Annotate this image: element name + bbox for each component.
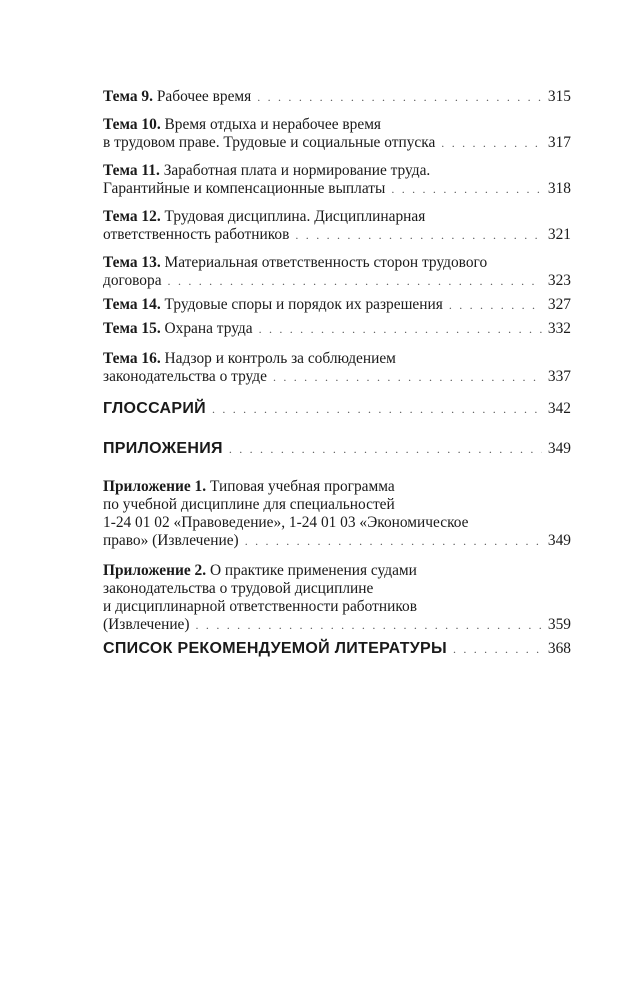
toc-entry bbox=[103, 640, 571, 658]
toc-entry bbox=[103, 400, 571, 418]
toc-entry bbox=[103, 478, 571, 550]
entry-title: право» (Извлечение) bbox=[103, 532, 239, 549]
toc-line bbox=[103, 180, 571, 198]
toc-entry bbox=[103, 440, 571, 458]
entry-label: Тема 11. bbox=[103, 162, 160, 179]
entry-title: Трудовые споры и порядок их разрешения bbox=[164, 296, 443, 313]
entry-title: договора bbox=[103, 272, 162, 289]
toc-line bbox=[103, 88, 571, 106]
toc-line bbox=[103, 562, 571, 580]
toc-line bbox=[103, 368, 571, 386]
entry-label: Тема 16. bbox=[103, 350, 161, 367]
toc-line bbox=[103, 514, 571, 532]
entry-label: Приложение 1. bbox=[103, 478, 207, 495]
entry-title: Гарантийные и компенсационные выплаты bbox=[103, 180, 386, 197]
entry-title: законодательства о трудовой дисциплине bbox=[103, 580, 374, 597]
toc-entry bbox=[103, 296, 571, 314]
toc-line bbox=[103, 134, 571, 152]
toc-entry bbox=[103, 116, 571, 152]
dot-leader bbox=[449, 296, 542, 314]
entry-label: Тема 14. bbox=[103, 296, 161, 313]
section-title: ПРИЛОЖЕНИЯ bbox=[103, 440, 223, 457]
toc-line bbox=[103, 320, 571, 338]
entry-title: в трудовом праве. Трудовые и социальные отпуска bbox=[103, 134, 436, 151]
toc-line bbox=[103, 598, 571, 616]
entry-label: Тема 12. bbox=[103, 208, 161, 225]
toc-line bbox=[103, 116, 571, 134]
entry-title: Типовая учебная программа bbox=[209, 478, 395, 495]
page-number: 342 bbox=[547, 400, 571, 417]
page-number: 349 bbox=[547, 440, 571, 457]
entry-title: Охрана труда bbox=[164, 320, 253, 337]
page-number: 349 bbox=[547, 532, 571, 549]
toc-line bbox=[103, 616, 571, 634]
toc-entry bbox=[103, 320, 571, 338]
page-number: 368 bbox=[547, 640, 571, 657]
dot-leader bbox=[229, 440, 542, 458]
entry-title: Заработная плата и нормирование труда. bbox=[163, 162, 431, 179]
toc-line bbox=[103, 296, 571, 314]
page-number: 321 bbox=[547, 226, 571, 243]
entry-label: Тема 15. bbox=[103, 320, 161, 337]
dot-leader bbox=[196, 616, 542, 634]
entry-label: Тема 13. bbox=[103, 254, 161, 271]
toc-entry bbox=[103, 562, 571, 634]
dot-leader bbox=[391, 180, 542, 198]
toc-line bbox=[103, 226, 571, 244]
toc-line bbox=[103, 400, 571, 418]
toc-line bbox=[103, 254, 571, 272]
toc-line bbox=[103, 532, 571, 550]
toc-line bbox=[103, 350, 571, 368]
toc-entry bbox=[103, 350, 571, 386]
dot-leader bbox=[453, 640, 542, 658]
dot-leader bbox=[245, 532, 542, 550]
entry-title: законодательства о труде bbox=[103, 368, 267, 385]
entry-label: Тема 10. bbox=[103, 116, 161, 133]
toc-line bbox=[103, 580, 571, 598]
entry-title: Время отдыха и нерабочее время bbox=[164, 116, 382, 133]
entry-title: Рабочее время bbox=[156, 88, 252, 105]
dot-leader bbox=[259, 320, 542, 338]
dot-leader bbox=[212, 400, 542, 418]
entry-title: (Извлечение) bbox=[103, 616, 190, 633]
page-number: 327 bbox=[547, 296, 571, 313]
entry-title: и дисциплинарной ответственности работников bbox=[103, 598, 417, 615]
entry-title: 1-24 01 02 «Правоведение», 1-24 01 03 «Экономическое bbox=[103, 514, 469, 531]
toc-line bbox=[103, 496, 571, 514]
dot-leader bbox=[257, 88, 542, 106]
page-number: 317 bbox=[547, 134, 571, 151]
toc-line bbox=[103, 440, 571, 458]
toc-line bbox=[103, 162, 571, 180]
entry-title: по учебной дисциплине для специальностей bbox=[103, 496, 395, 513]
dot-leader bbox=[168, 272, 542, 290]
toc-entry bbox=[103, 88, 571, 106]
toc-line bbox=[103, 640, 571, 658]
entry-title: Трудовая дисциплина. Дисциплинарная bbox=[164, 208, 426, 225]
page-number: 359 bbox=[547, 616, 571, 633]
page-number: 318 bbox=[547, 180, 571, 197]
page-number: 332 bbox=[547, 320, 571, 337]
entry-title: Надзор и контроль за соблюдением bbox=[164, 350, 396, 367]
dot-leader bbox=[441, 134, 542, 152]
toc-entry bbox=[103, 162, 571, 198]
toc-entry bbox=[103, 208, 571, 244]
entry-title: Материальная ответственность сторон трудового bbox=[164, 254, 488, 271]
page-number: 323 bbox=[547, 272, 571, 289]
entry-title: ответственность работников bbox=[103, 226, 290, 243]
entry-label: Приложение 2. bbox=[103, 562, 207, 579]
toc-line bbox=[103, 478, 571, 496]
entry-title: О практике применения судами bbox=[209, 562, 417, 579]
toc-line bbox=[103, 272, 571, 290]
toc-line bbox=[103, 208, 571, 226]
section-title: ГЛОССАРИЙ bbox=[103, 400, 206, 417]
toc-entry bbox=[103, 254, 571, 290]
page-number: 337 bbox=[547, 368, 571, 385]
page-number: 315 bbox=[547, 88, 571, 105]
dot-leader bbox=[295, 226, 542, 244]
section-title: СПИСОК РЕКОМЕНДУЕМОЙ ЛИТЕРАТУРЫ bbox=[103, 640, 447, 657]
entry-label: Тема 9. bbox=[103, 88, 153, 105]
dot-leader bbox=[273, 368, 542, 386]
